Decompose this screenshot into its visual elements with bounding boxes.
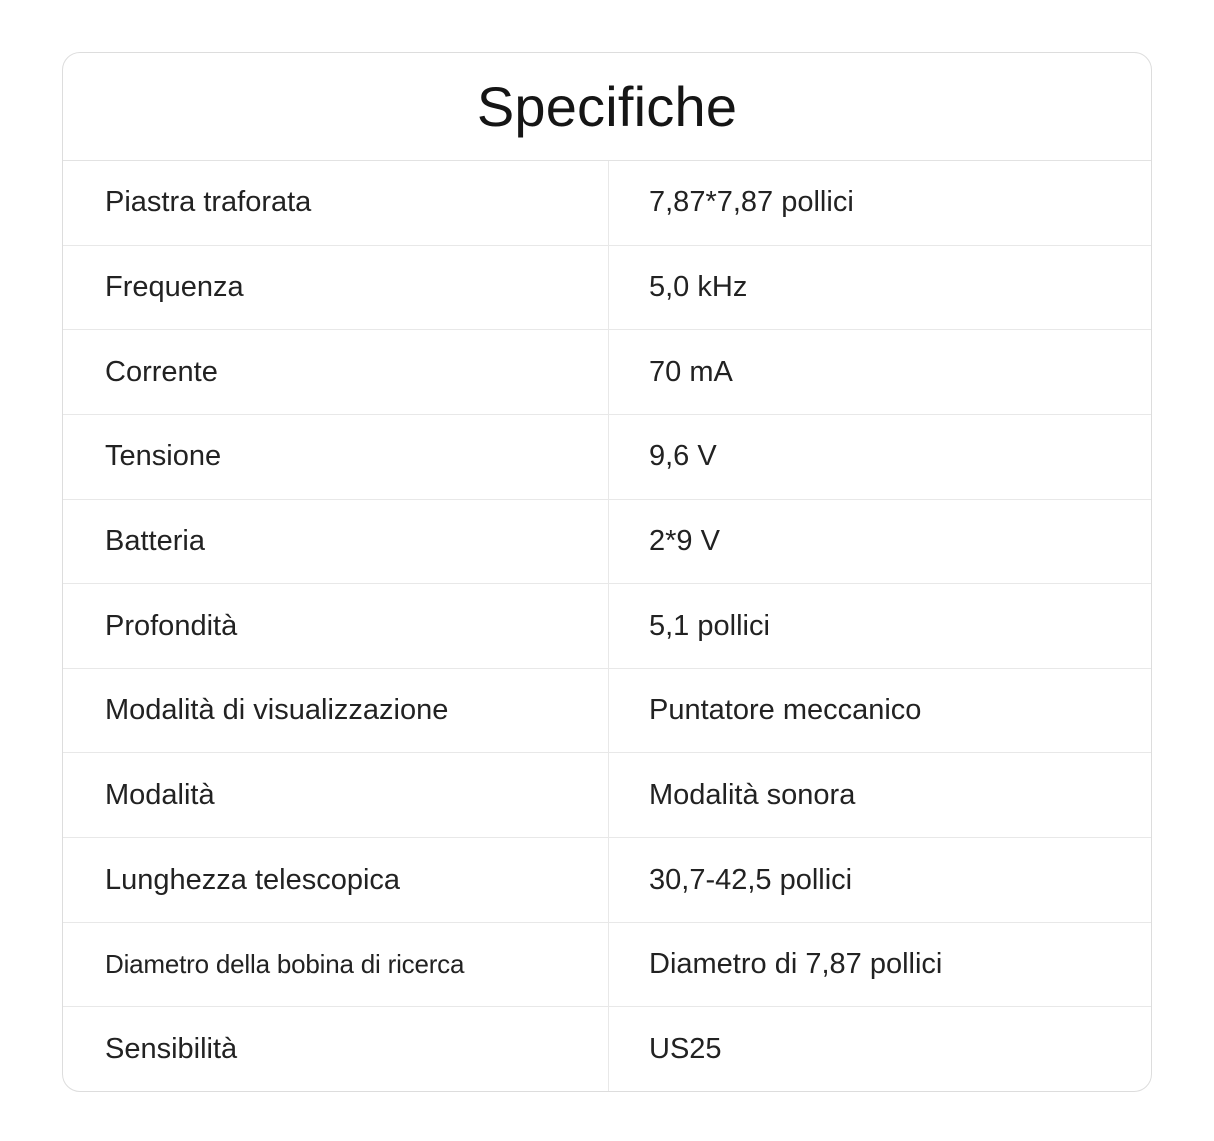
spec-label: Diametro della bobina di ricerca xyxy=(63,923,609,1007)
spec-value: 30,7-42,5 pollici xyxy=(649,863,853,896)
spec-value: Puntatore meccanico xyxy=(649,694,922,727)
spec-label: Sensibilità xyxy=(63,1007,609,1091)
spec-value: 9,6 V xyxy=(649,440,717,473)
spec-label: Profondità xyxy=(63,584,609,668)
spec-value: Diametro di 7,87 pollici xyxy=(649,948,943,981)
specifications-table xyxy=(63,161,1151,1091)
table-row xyxy=(63,1007,1151,1091)
table-row xyxy=(63,838,1151,923)
spec-label: Modalità di visualizzazione xyxy=(63,669,609,753)
table-row xyxy=(63,923,1151,1008)
spec-label: Modalità xyxy=(63,753,609,837)
table-row xyxy=(63,246,1151,331)
spec-value: US25 xyxy=(649,1032,722,1065)
spec-label: Frequenza xyxy=(63,246,609,330)
spec-label: Batteria xyxy=(63,500,609,584)
spec-value: 5,1 pollici xyxy=(649,609,770,642)
spec-label: Corrente xyxy=(63,330,609,414)
spec-label: Tensione xyxy=(63,415,609,499)
table-row xyxy=(63,669,1151,754)
table-row xyxy=(63,330,1151,415)
spec-value: Modalità sonora xyxy=(649,778,856,811)
table-row xyxy=(63,415,1151,500)
spec-value: 7,87*7,87 pollici xyxy=(649,186,854,219)
table-row xyxy=(63,500,1151,585)
spec-label: Lunghezza telescopica xyxy=(63,838,609,922)
specifications-card xyxy=(62,52,1152,1092)
spec-value: 70 mA xyxy=(649,355,733,388)
spec-label: Piastra traforata xyxy=(63,161,609,245)
spec-value: 2*9 V xyxy=(649,524,720,557)
table-row xyxy=(63,161,1151,246)
table-row xyxy=(63,753,1151,838)
page-title: Specifiche xyxy=(63,53,1151,161)
spec-value: 5,0 kHz xyxy=(649,271,748,304)
table-row xyxy=(63,584,1151,669)
